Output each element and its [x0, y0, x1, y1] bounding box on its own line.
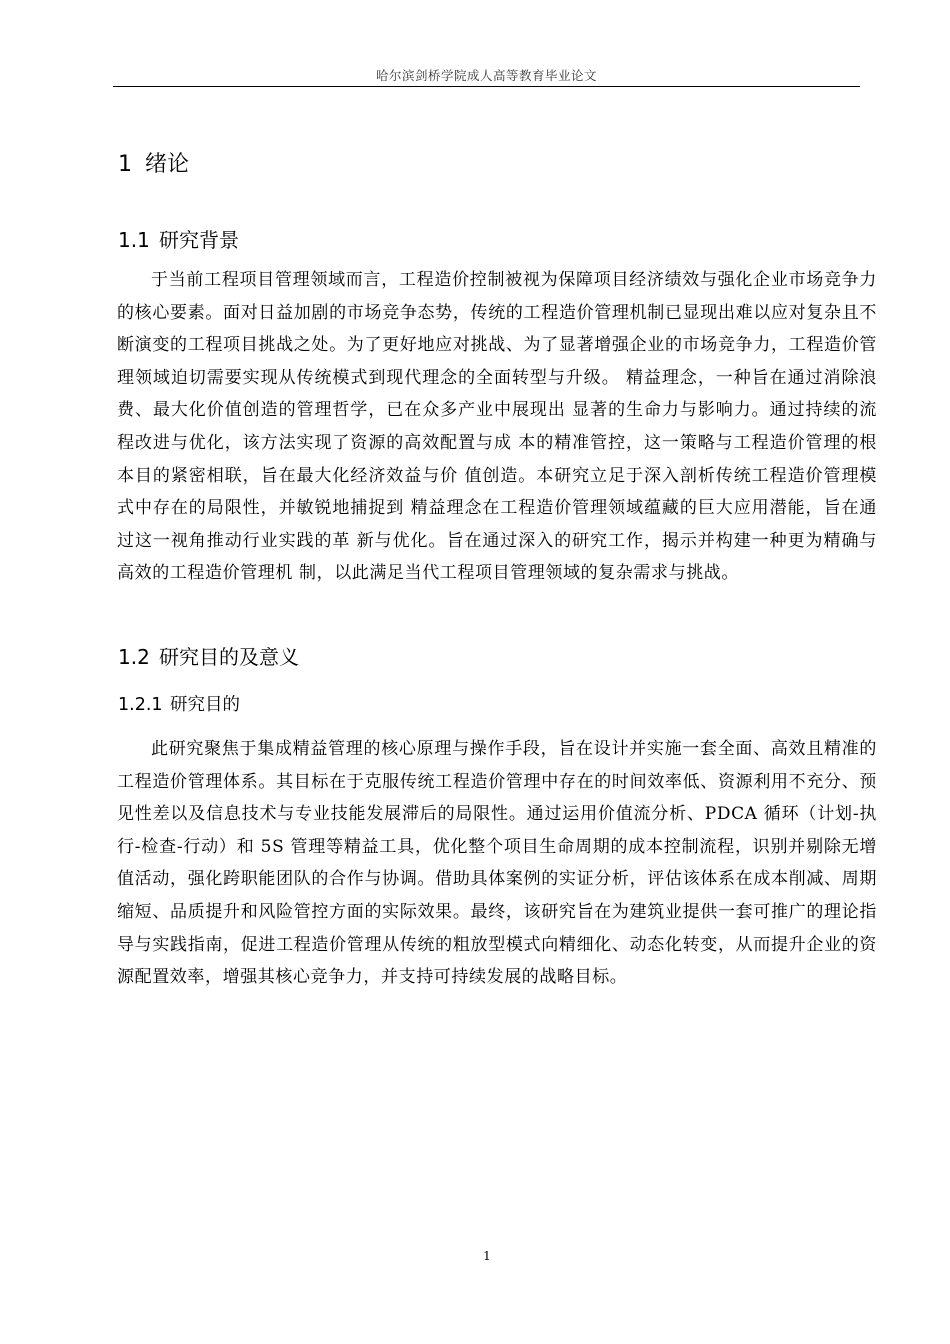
section-title: 研究背景 — [159, 228, 239, 252]
subsection-number: 1.2.1 — [118, 695, 163, 715]
subsection-title: 研究目的 — [170, 695, 240, 715]
paragraph-research-purpose: 此研究聚焦于集成精益管理的核心原理与操作手段，旨在设计并实施一套全面、高效且精准的工程造价管理体系。其目标在于克服传统工程造价管理中存在的时间效率低、资源利用不充分、预见性差以及信息技术与专业技能发展滞后的局限性。通过运用价值流分析、PDCA 循环（计划-执行-检查-行动）和 5S 管理等精益工具，优化整个项目生命周期的成本控制流程，识别并剔除无增值活动，强化跨职能团队的合作与协调。借助具体案例的实证分析，评估该体系在成本削减、周期缩短、品质提升和风险管控方面的实际效果。最终，该研究旨在为建筑业提供一套可推广的理论指导与实践指南，促进工程造价管理从传统的粗放型模式向精细化、动态化转变，从而提升企业的资源配置效率，增强其核心竞争力，并支持可持续发展的战略目标。 — [117, 739, 877, 988]
subsection-heading-1-2-1 — [118, 692, 240, 718]
section-heading-1-1 — [118, 226, 239, 254]
section-heading-1-2 — [118, 643, 299, 671]
header-divider — [113, 86, 860, 87]
chapter-title: 绪论 — [145, 152, 190, 177]
page-number: 1 — [483, 1249, 491, 1263]
paragraph-research-background: 于当前工程项目管理领域而言，工程造价控制被视为保障项目经济绩效与强化企业市场竞争力的核心要素。面对日益加剧的市场竞争态势，传统的工程造价管理机制已显现出难以应对复杂且不断演变的工程项目挑战之处。为了更好地应对挑战、为了显著增强企业的市场竞争力，工程造价管理领域迫切需要实现从传统模式到现代理念的全面转型与升级。 精益理念，一种旨在通过消除浪费、最大化价值创造的管理哲学，已在众多产业中展现出 显著的生命力与影响力。通过持续的流程改进与优化，该方法实现了资源的高效配置与成 本的精准管控，这一策略与工程造价管理的根本目的紧密相联，旨在最大化经济效益与价 值创造。本研究立足于深入剖析传统工程造价管理模式中存在的局限性，并敏锐地捕捉到 精益理念在工程造价管理领域蕴藏的巨大应用潜能，旨在通过这一视角推动行业实践的革 新与优化。旨在通过深入的研究工作，揭示并构建一种更为精确与高效的工程造价管理机 制，以此满足当代工程项目管理领域的复杂需求与挑战。 — [117, 270, 877, 584]
section-number: 1.2 — [118, 645, 150, 669]
running-header: 哈尔滨剑桥学院成人高等教育毕业论文 — [375, 68, 597, 83]
section-number: 1.1 — [118, 228, 150, 252]
chapter-heading — [118, 150, 189, 180]
section-title: 研究目的及意义 — [159, 645, 299, 669]
chapter-number: 1 — [118, 152, 132, 177]
